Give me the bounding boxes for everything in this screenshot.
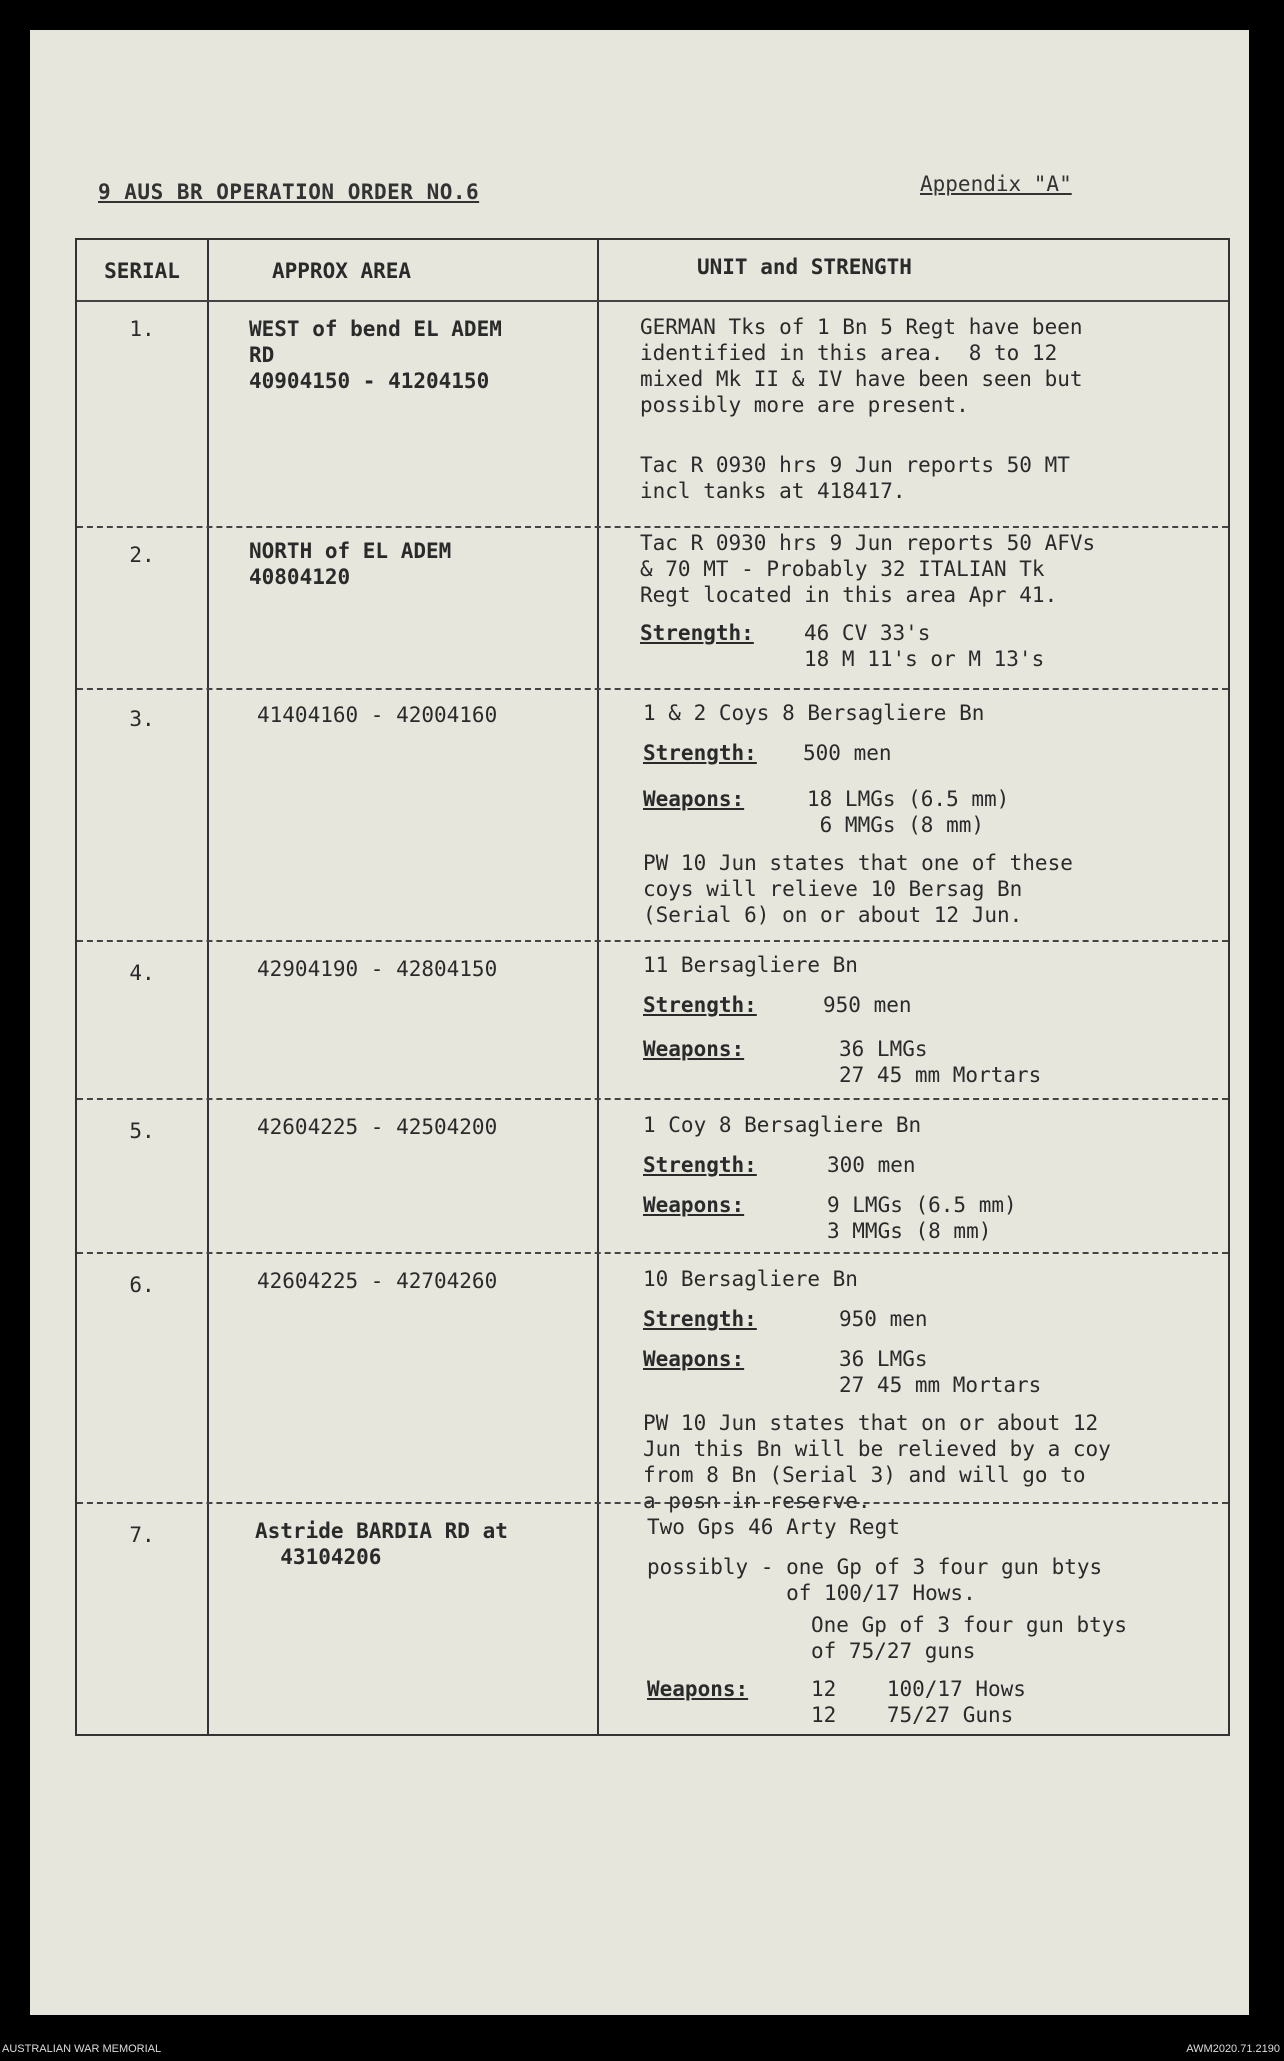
row-5-serial: 5. <box>129 1119 155 1143</box>
row-4-strength-value: 950 men <box>823 993 912 1017</box>
row-6-weapons-value: 36 LMGs 27 45 mm Mortars <box>839 1347 1042 1397</box>
weapons-label: Weapons: <box>643 1037 745 1061</box>
row-3-weapons <box>643 786 1010 837</box>
row-5-strength-value: 300 men <box>827 1153 916 1177</box>
column-header-unit: UNIT and STRENGTH <box>697 255 912 279</box>
row-1-unit: GERMAN Tks of 1 Bn 5 Regt have been identified in this area. 8 to 12 mixed Mk II & IV have been seen but possibly more are present. <box>640 315 1083 417</box>
row-4-weapons-value: 36 LMGs 27 45 mm Mortars <box>839 1037 1042 1087</box>
weapons-label: Weapons: <box>643 787 745 811</box>
row-divider <box>77 526 1228 528</box>
archive-credit: AUSTRALIAN WAR MEMORIAL <box>2 2043 162 2055</box>
row-6-area: 42604225 - 42704260 <box>257 1269 498 1293</box>
row-5-area: 42604225 - 42504200 <box>257 1115 498 1139</box>
row-6-serial: 6. <box>129 1273 155 1297</box>
row-6-strength-value: 950 men <box>839 1307 928 1331</box>
row-6-unit: 10 Bersagliere Bn <box>643 1267 858 1291</box>
row-divider <box>77 940 1228 942</box>
row-divider <box>77 688 1228 690</box>
row-2-unit: Tac R 0930 hrs 9 Jun reports 50 AFVs & 70 MT - Probably 32 ITALIAN Tk Regt located in this area Apr 41. <box>640 531 1096 607</box>
row-2-strength <box>640 620 1045 671</box>
row-6-weapons <box>643 1346 1042 1397</box>
row-3-note: PW 10 Jun states that one of these coys will relieve 10 Bersag Bn (Serial 6) on or about 12 Jun. <box>643 851 1073 927</box>
row-6-note: PW 10 Jun states that on or about 12 Jun this Bn will be relieved by a coy from 8 Bn (Serial 3) and will go to a posn in reserve. <box>643 1411 1111 1513</box>
row-7-weapons-value: 12 100/17 Hows 12 75/27 Guns <box>811 1677 1026 1727</box>
row-5-weapons <box>643 1192 1017 1243</box>
column-header-serial: SERIAL <box>104 259 180 283</box>
weapons-label: Weapons: <box>647 1677 749 1701</box>
row-1-area: WEST of bend EL ADEM RD 40904150 - 41204150 <box>249 317 502 393</box>
strength-table <box>75 238 1230 1736</box>
row-3-area: 41404160 - 42004160 <box>257 703 498 727</box>
row-4-weapons <box>643 1036 1042 1087</box>
column-divider <box>207 240 209 1734</box>
strength-label: Strength: <box>640 621 754 645</box>
row-3-strength <box>643 740 892 766</box>
row-3-serial: 3. <box>129 707 155 731</box>
row-7-possibly-second: One Gp of 3 four gun btys of 75/27 guns <box>811 1613 1128 1663</box>
row-2-area: NORTH of EL ADEM 40804120 <box>249 539 452 589</box>
row-4-strength <box>643 992 912 1018</box>
row-7-weapons <box>647 1676 1026 1727</box>
strength-label: Strength: <box>643 993 757 1017</box>
row-7-serial: 7. <box>129 1523 155 1547</box>
document-title: 9 AUS BR OPERATION ORDER NO.6 <box>98 180 480 204</box>
strength-label: Strength: <box>643 1307 757 1331</box>
row-6-strength <box>643 1306 928 1332</box>
row-5-strength <box>643 1152 916 1178</box>
row-7-unit: Two Gps 46 Arty Regt <box>647 1515 900 1539</box>
row-3-unit: 1 & 2 Coys 8 Bersagliere Bn <box>643 701 985 725</box>
row-divider <box>77 1252 1228 1254</box>
archive-reference: AWM2020.71.2190 <box>1186 2043 1280 2055</box>
row-4-unit: 11 Bersagliere Bn <box>643 953 858 977</box>
weapons-label: Weapons: <box>643 1193 745 1217</box>
row-3-strength-value: 500 men <box>803 741 892 765</box>
strength-label: Strength: <box>643 1153 757 1177</box>
row-2-serial: 2. <box>129 543 155 567</box>
column-divider <box>597 240 599 1734</box>
weapons-label: Weapons: <box>643 1347 745 1371</box>
column-header-area: APPROX AREA <box>272 259 412 283</box>
row-7-area: Astride BARDIA RD at 43104206 <box>255 1519 508 1569</box>
row-1-note: Tac R 0930 hrs 9 Jun reports 50 MT incl tanks at 418417. <box>640 453 1070 503</box>
row-7-possibly: possibly - one Gp of 3 four gun btys of 100/17 Hows. <box>647 1555 1103 1605</box>
document-page <box>30 30 1249 2015</box>
row-divider <box>77 1098 1228 1100</box>
row-1-serial: 1. <box>129 317 155 341</box>
row-5-weapons-value: 9 LMGs (6.5 mm) 3 MMGs (8 mm) <box>827 1193 1017 1243</box>
row-4-serial: 4. <box>129 961 155 985</box>
row-5-unit: 1 Coy 8 Bersagliere Bn <box>643 1113 922 1137</box>
appendix-label: Appendix "A" <box>920 172 1072 196</box>
row-2-strength-value: 46 CV 33's 18 M 11's or M 13's <box>804 621 1045 671</box>
row-3-weapons-value: 18 LMGs (6.5 mm) 6 MMGs (8 mm) <box>807 787 1010 837</box>
row-divider <box>77 300 1228 302</box>
strength-label: Strength: <box>643 741 757 765</box>
row-4-area: 42904190 - 42804150 <box>257 957 498 981</box>
row-divider <box>77 1502 1228 1504</box>
